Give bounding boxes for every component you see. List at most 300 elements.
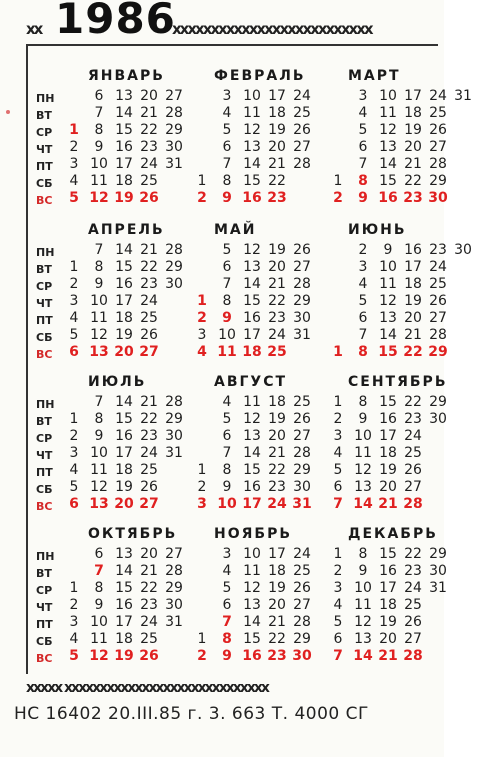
- day-cell: 16: [115, 597, 133, 613]
- day-cell: 22: [404, 394, 422, 410]
- day-cell: 8: [222, 173, 232, 189]
- day-cell: 25: [404, 445, 422, 461]
- day-cell: 28: [403, 496, 423, 512]
- day-cell: 18: [268, 563, 286, 579]
- day-cell: 11: [243, 394, 261, 410]
- day-cell: 26: [404, 462, 422, 478]
- day-cell: 20: [268, 259, 286, 275]
- day-cell: 30: [454, 242, 472, 258]
- day-cell: 22: [268, 462, 286, 478]
- day-cell: 23: [267, 648, 287, 664]
- day-cell: 14: [115, 394, 133, 410]
- day-cell: 25: [293, 394, 311, 410]
- day-cell: 8: [358, 394, 368, 410]
- day-cell: 12: [89, 190, 109, 206]
- day-cell: 29: [429, 546, 447, 562]
- day-cell: 23: [404, 411, 422, 427]
- day-cell: 20: [140, 88, 158, 104]
- day-cell: 6: [358, 310, 368, 326]
- day-cell: 15: [243, 173, 261, 189]
- day-cell: 23: [140, 276, 158, 292]
- day-cell: 14: [115, 105, 133, 121]
- day-cell: 27: [293, 597, 311, 613]
- day-cell: 26: [293, 242, 311, 258]
- day-cell: 13: [243, 259, 261, 275]
- day-cell: 1: [333, 173, 343, 189]
- day-cell: 28: [165, 394, 183, 410]
- day-cell: 6: [333, 631, 343, 647]
- day-cell: 17: [379, 580, 397, 596]
- day-cell: 23: [267, 190, 287, 206]
- day-cell: 17: [115, 156, 133, 172]
- day-cell: 2: [69, 597, 79, 613]
- day-cell: 6: [333, 479, 343, 495]
- day-cell: 19: [268, 580, 286, 596]
- month-name: СЕНТЯБРЬ: [348, 374, 448, 390]
- month-name: ИЮЛЬ: [88, 374, 147, 390]
- weekday-label: ВС: [36, 194, 53, 207]
- day-cell: 24: [404, 428, 422, 444]
- day-cell: 5: [333, 462, 343, 478]
- day-cell: 1: [69, 580, 79, 596]
- day-cell: 15: [243, 293, 261, 309]
- day-cell: 21: [268, 614, 286, 630]
- day-cell: 28: [165, 105, 183, 121]
- day-cell: 12: [89, 648, 109, 664]
- day-cell: 25: [140, 310, 158, 326]
- weekday-label: ПН: [36, 246, 55, 259]
- day-cell: 31: [165, 445, 183, 461]
- day-cell: 9: [222, 310, 232, 326]
- day-cell: 22: [140, 122, 158, 138]
- day-cell: 8: [222, 631, 232, 647]
- day-cell: 6: [222, 428, 232, 444]
- day-cell: 5: [69, 648, 79, 664]
- weekday-label: ЧТ: [36, 297, 53, 310]
- day-cell: 17: [243, 327, 261, 343]
- day-cell: 26: [293, 411, 311, 427]
- day-cell: 28: [293, 445, 311, 461]
- day-cell: 2: [197, 310, 207, 326]
- day-cell: 2: [333, 190, 343, 206]
- weekday-label: ПН: [36, 398, 55, 411]
- day-cell: 17: [268, 546, 286, 562]
- day-cell: 9: [222, 190, 232, 206]
- day-cell: 18: [268, 105, 286, 121]
- weekday-label: СР: [36, 584, 53, 597]
- day-cell: 25: [140, 462, 158, 478]
- day-cell: 10: [217, 496, 237, 512]
- day-cell: 18: [268, 394, 286, 410]
- weekday-label: ВТ: [36, 263, 52, 276]
- day-cell: 1: [197, 173, 207, 189]
- day-cell: 27: [293, 139, 311, 155]
- day-cell: 2: [197, 648, 207, 664]
- day-cell: 5: [69, 327, 79, 343]
- day-cell: 9: [358, 411, 368, 427]
- day-cell: 25: [293, 563, 311, 579]
- day-cell: 12: [243, 122, 261, 138]
- day-cell: 30: [429, 411, 447, 427]
- day-cell: 6: [358, 139, 368, 155]
- day-cell: 16: [404, 242, 422, 258]
- day-cell: 15: [379, 394, 397, 410]
- day-cell: 29: [429, 394, 447, 410]
- day-cell: 1: [197, 293, 207, 309]
- day-cell: 3: [197, 496, 207, 512]
- day-cell: 24: [429, 259, 447, 275]
- day-cell: 5: [69, 479, 79, 495]
- day-cell: 9: [222, 648, 232, 664]
- day-cell: 24: [293, 88, 311, 104]
- weekday-label: ПТ: [36, 618, 53, 631]
- day-cell: 9: [383, 242, 393, 258]
- day-cell: 20: [404, 310, 422, 326]
- day-cell: 21: [268, 276, 286, 292]
- day-cell: 13: [379, 310, 397, 326]
- day-cell: 30: [165, 276, 183, 292]
- day-cell: 15: [379, 546, 397, 562]
- day-cell: 1: [69, 259, 79, 275]
- day-cell: 15: [115, 580, 133, 596]
- day-cell: 21: [140, 563, 158, 579]
- day-cell: 13: [115, 88, 133, 104]
- day-cell: 9: [94, 428, 104, 444]
- day-cell: 7: [94, 394, 104, 410]
- day-cell: 27: [429, 310, 447, 326]
- day-cell: 4: [358, 105, 368, 121]
- day-cell: 13: [354, 479, 372, 495]
- day-cell: 8: [358, 546, 368, 562]
- day-cell: 16: [242, 648, 262, 664]
- day-cell: 16: [242, 190, 262, 206]
- day-cell: 29: [165, 580, 183, 596]
- day-cell: 19: [114, 190, 134, 206]
- printer-imprint: НС 16402 20.III.85 г. 3. 663 Т. 4000 СГ: [14, 704, 369, 724]
- day-cell: 14: [379, 156, 397, 172]
- day-cell: 1: [333, 546, 343, 562]
- day-cell: 7: [94, 105, 104, 121]
- day-cell: 2: [333, 411, 343, 427]
- day-cell: 30: [293, 479, 311, 495]
- day-cell: 18: [115, 310, 133, 326]
- day-cell: 30: [292, 648, 312, 664]
- day-cell: 26: [293, 122, 311, 138]
- day-cell: 3: [197, 327, 207, 343]
- day-cell: 9: [94, 597, 104, 613]
- day-cell: 4: [69, 173, 79, 189]
- day-cell: 7: [333, 496, 343, 512]
- day-cell: 21: [378, 496, 398, 512]
- day-cell: 27: [404, 631, 422, 647]
- day-cell: 13: [243, 597, 261, 613]
- weekday-label: ЧТ: [36, 601, 53, 614]
- day-cell: 7: [222, 614, 232, 630]
- day-cell: 6: [94, 88, 104, 104]
- day-cell: 18: [404, 276, 422, 292]
- day-cell: 17: [242, 496, 262, 512]
- day-cell: 21: [140, 105, 158, 121]
- day-cell: 16: [243, 310, 261, 326]
- day-cell: 22: [140, 580, 158, 596]
- day-cell: 24: [268, 327, 286, 343]
- day-cell: 7: [222, 445, 232, 461]
- day-cell: 1: [69, 122, 79, 138]
- day-cell: 4: [222, 394, 232, 410]
- day-cell: 17: [379, 428, 397, 444]
- month-name: АВГУСТ: [214, 374, 288, 390]
- day-cell: 1: [333, 394, 343, 410]
- day-cell: 6: [69, 344, 79, 360]
- day-cell: 4: [333, 597, 343, 613]
- day-cell: 18: [242, 344, 262, 360]
- day-cell: 10: [379, 259, 397, 275]
- day-cell: 30: [165, 139, 183, 155]
- day-cell: 24: [140, 156, 158, 172]
- day-cell: 1: [69, 411, 79, 427]
- day-cell: 23: [429, 242, 447, 258]
- day-cell: 30: [293, 310, 311, 326]
- day-cell: 8: [94, 580, 104, 596]
- weekday-label: ВТ: [36, 415, 52, 428]
- weekday-label: ПТ: [36, 160, 53, 173]
- day-cell: 15: [115, 259, 133, 275]
- day-cell: 27: [139, 344, 159, 360]
- day-cell: 29: [165, 259, 183, 275]
- day-cell: 14: [379, 327, 397, 343]
- decor-x-bottom: xxxxx xxxxxxxxxxxxxxxxxxxxxxxxxxxxx: [26, 680, 268, 696]
- day-cell: 10: [218, 327, 236, 343]
- day-cell: 8: [358, 173, 368, 189]
- day-cell: 15: [243, 631, 261, 647]
- day-cell: 6: [222, 139, 232, 155]
- day-cell: 12: [354, 462, 372, 478]
- day-cell: 12: [243, 580, 261, 596]
- day-cell: 4: [69, 462, 79, 478]
- month-name: ЯНВАРЬ: [88, 68, 165, 84]
- day-cell: 26: [140, 479, 158, 495]
- day-cell: 12: [354, 614, 372, 630]
- day-cell: 22: [268, 293, 286, 309]
- day-cell: 12: [243, 242, 261, 258]
- day-cell: 10: [243, 88, 261, 104]
- day-cell: 23: [403, 190, 423, 206]
- day-cell: 11: [90, 173, 108, 189]
- day-cell: 28: [429, 156, 447, 172]
- day-cell: 30: [165, 597, 183, 613]
- day-cell: 25: [293, 105, 311, 121]
- day-cell: 23: [140, 597, 158, 613]
- day-cell: 28: [165, 242, 183, 258]
- day-cell: 9: [94, 276, 104, 292]
- day-cell: 2: [333, 563, 343, 579]
- day-cell: 19: [404, 293, 422, 309]
- day-cell: 21: [268, 156, 286, 172]
- day-cell: 18: [404, 105, 422, 121]
- decor-x-right: xxxxxxxxxxxxxxxxxxxxxxxxxx: [172, 20, 372, 38]
- weekday-label: СР: [36, 126, 53, 139]
- day-cell: 26: [429, 293, 447, 309]
- day-cell: 21: [404, 327, 422, 343]
- day-cell: 12: [243, 411, 261, 427]
- day-cell: 8: [94, 122, 104, 138]
- day-cell: 3: [333, 580, 343, 596]
- day-cell: 18: [115, 462, 133, 478]
- day-cell: 22: [268, 173, 286, 189]
- day-cell: 19: [114, 648, 134, 664]
- weekday-label: ВС: [36, 348, 53, 361]
- day-cell: 17: [268, 88, 286, 104]
- day-cell: 10: [379, 88, 397, 104]
- day-cell: 27: [165, 546, 183, 562]
- day-cell: 23: [404, 563, 422, 579]
- day-cell: 1: [197, 462, 207, 478]
- day-cell: 2: [197, 190, 207, 206]
- day-cell: 9: [222, 479, 232, 495]
- day-cell: 10: [243, 546, 261, 562]
- day-cell: 31: [165, 156, 183, 172]
- day-cell: 7: [333, 648, 343, 664]
- day-cell: 4: [197, 344, 207, 360]
- day-cell: 26: [429, 122, 447, 138]
- day-cell: 26: [139, 190, 159, 206]
- day-cell: 20: [114, 496, 134, 512]
- day-cell: 29: [293, 462, 311, 478]
- month-name: МАРТ: [348, 68, 401, 84]
- day-cell: 24: [293, 546, 311, 562]
- day-cell: 3: [69, 445, 79, 461]
- day-cell: 6: [94, 546, 104, 562]
- decor-x-left: xx: [26, 20, 42, 38]
- day-cell: 5: [222, 242, 232, 258]
- day-cell: 21: [378, 648, 398, 664]
- day-cell: 20: [268, 428, 286, 444]
- day-cell: 7: [222, 156, 232, 172]
- month-name: НОЯБРЬ: [214, 526, 293, 542]
- day-cell: 2: [358, 242, 368, 258]
- day-cell: 13: [89, 344, 109, 360]
- day-cell: 30: [165, 428, 183, 444]
- day-cell: 11: [354, 445, 372, 461]
- day-cell: 8: [222, 462, 232, 478]
- day-cell: 11: [90, 310, 108, 326]
- month-name: ОКТЯБРЬ: [88, 526, 178, 542]
- day-cell: 15: [115, 122, 133, 138]
- day-cell: 19: [115, 479, 133, 495]
- day-cell: 26: [140, 327, 158, 343]
- day-cell: 12: [379, 293, 397, 309]
- day-cell: 12: [90, 479, 108, 495]
- day-cell: 11: [243, 563, 261, 579]
- day-cell: 8: [94, 259, 104, 275]
- day-cell: 2: [69, 276, 79, 292]
- day-cell: 10: [90, 445, 108, 461]
- day-cell: 24: [140, 614, 158, 630]
- day-cell: 15: [378, 344, 398, 360]
- day-cell: 19: [268, 411, 286, 427]
- day-cell: 12: [90, 327, 108, 343]
- day-cell: 17: [404, 259, 422, 275]
- weekday-label: ВС: [36, 500, 53, 513]
- day-cell: 27: [293, 259, 311, 275]
- day-cell: 10: [354, 428, 372, 444]
- day-cell: 17: [404, 88, 422, 104]
- day-cell: 5: [69, 190, 79, 206]
- day-cell: 22: [140, 259, 158, 275]
- day-cell: 19: [404, 122, 422, 138]
- day-cell: 4: [358, 276, 368, 292]
- day-cell: 5: [222, 411, 232, 427]
- day-cell: 20: [268, 139, 286, 155]
- day-cell: 9: [358, 190, 368, 206]
- day-cell: 11: [90, 462, 108, 478]
- day-cell: 10: [90, 293, 108, 309]
- day-cell: 6: [222, 259, 232, 275]
- day-cell: 6: [69, 496, 79, 512]
- day-cell: 19: [379, 462, 397, 478]
- weekday-label: СР: [36, 280, 53, 293]
- day-cell: 3: [358, 259, 368, 275]
- weekday-label: ПН: [36, 550, 55, 563]
- day-cell: 4: [69, 631, 79, 647]
- day-cell: 11: [379, 276, 397, 292]
- day-cell: 15: [379, 173, 397, 189]
- day-cell: 25: [429, 105, 447, 121]
- day-cell: 23: [268, 479, 286, 495]
- day-cell: 15: [243, 462, 261, 478]
- day-cell: 5: [358, 293, 368, 309]
- day-cell: 28: [403, 648, 423, 664]
- day-cell: 27: [139, 496, 159, 512]
- weekday-label: СР: [36, 432, 53, 445]
- day-cell: 11: [217, 344, 237, 360]
- weekday-label: СБ: [36, 177, 53, 190]
- day-cell: 7: [222, 276, 232, 292]
- day-cell: 16: [115, 139, 133, 155]
- day-cell: 3: [222, 88, 232, 104]
- month-name: ФЕВРАЛЬ: [214, 68, 306, 84]
- day-cell: 15: [115, 411, 133, 427]
- day-cell: 11: [90, 631, 108, 647]
- day-cell: 2: [197, 479, 207, 495]
- day-cell: 5: [333, 614, 343, 630]
- day-cell: 17: [115, 614, 133, 630]
- day-cell: 28: [293, 614, 311, 630]
- day-cell: 19: [268, 242, 286, 258]
- day-cell: 6: [222, 597, 232, 613]
- day-cell: 16: [379, 563, 397, 579]
- day-cell: 29: [293, 293, 311, 309]
- day-cell: 21: [404, 156, 422, 172]
- day-cell: 22: [404, 173, 422, 189]
- day-cell: 16: [378, 190, 398, 206]
- day-cell: 18: [115, 173, 133, 189]
- weekday-label: ЧТ: [36, 143, 53, 156]
- day-cell: 16: [379, 411, 397, 427]
- day-cell: 12: [379, 122, 397, 138]
- day-cell: 18: [115, 631, 133, 647]
- day-cell: 22: [140, 411, 158, 427]
- day-cell: 17: [115, 293, 133, 309]
- day-cell: 20: [404, 139, 422, 155]
- day-cell: 8: [94, 411, 104, 427]
- day-cell: 3: [69, 156, 79, 172]
- day-cell: 9: [358, 563, 368, 579]
- day-cell: 3: [222, 546, 232, 562]
- day-cell: 25: [404, 597, 422, 613]
- day-cell: 10: [354, 580, 372, 596]
- weekday-label: СБ: [36, 331, 53, 344]
